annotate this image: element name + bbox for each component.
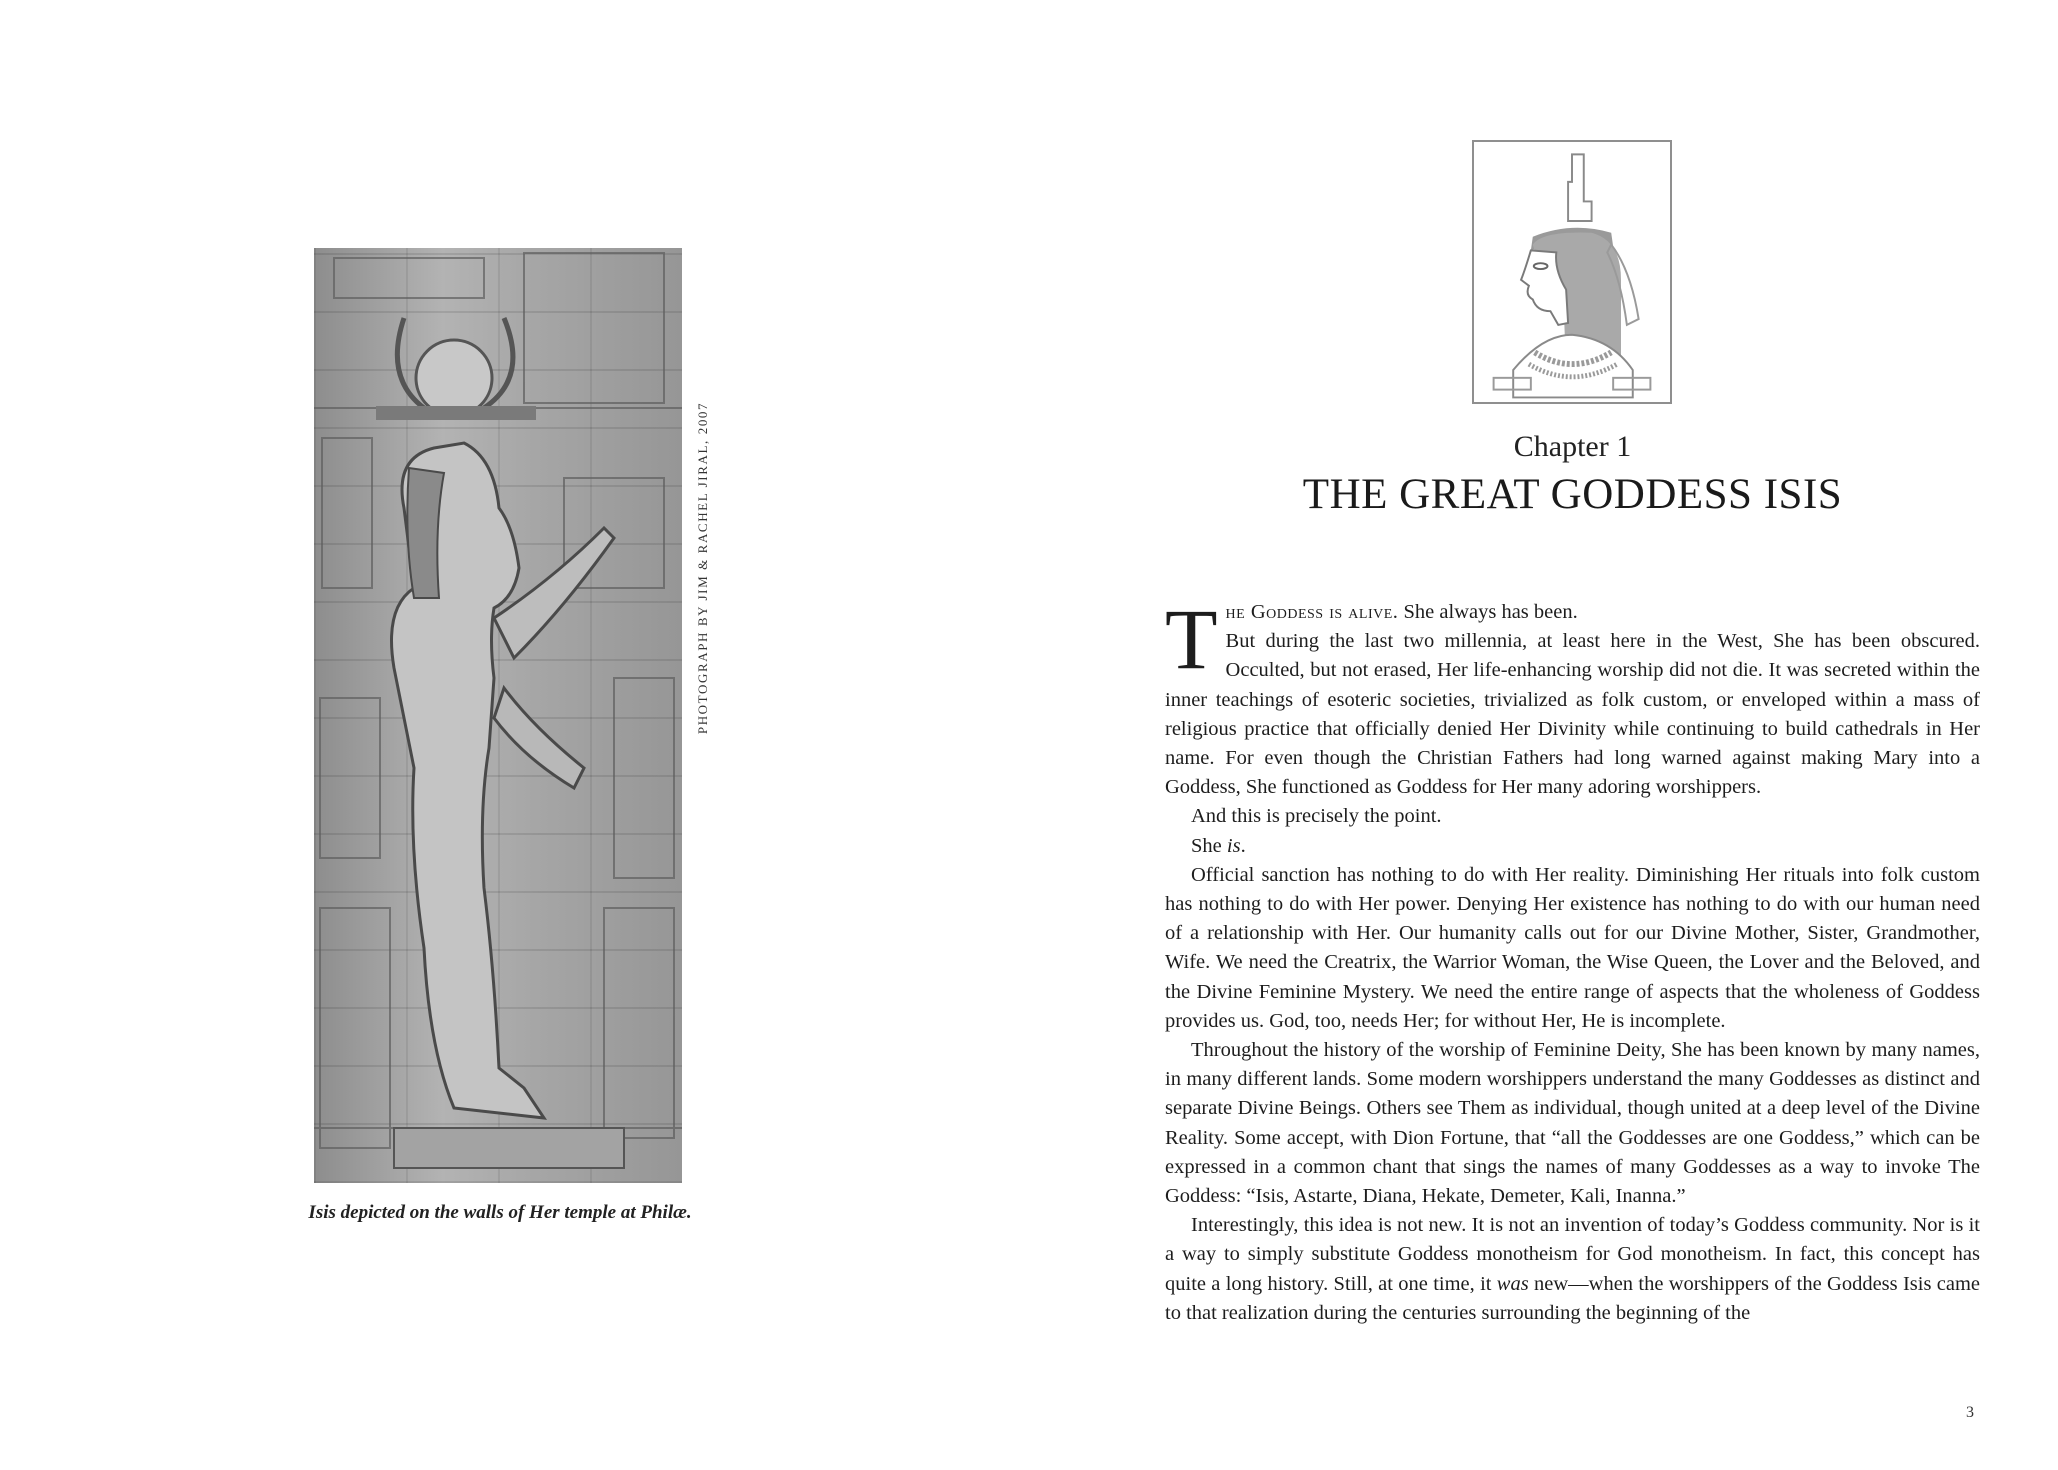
chapter-body (1165, 591, 1980, 1328)
isis-relief-illustration (314, 248, 682, 1183)
isis-head-icon (1472, 140, 1672, 404)
paragraph-point: And this is precisely the point. (1191, 805, 1442, 828)
interesting-part-b: new—when the worshippers of the Goddess Isis came to that realization during the centuries surrounding the beginning of the (1165, 1272, 1980, 1324)
paragraph-obscured-text: But during the last two millennia, at least here in the West, She has been obscured. Occulted, but not erased, Her life-enhancing worship did not die. It was secreted within the inner teachings of esoteric societies, trivialized as folk custom, or enveloped within a mass of religious practice that officially denied Her Divinity while continuing to build cathedrals in Her name. For even though the Christian Fathers had long warned against making Mary into a Goddess, She functioned as Goddess for Her many adoring worshippers. (1165, 630, 1980, 799)
paragraph-official-sanction: Official sanction has nothing to do with Her reality. Diminishing Her rituals into folk custom has nothing to do with Her power. Denying Her existence has nothing to do with our human need of a relationship with Her. Our humanity calls out for our Divine Mother, Sister, Grandmother, Wife. We need the Creatrix, the Warrior Woman, the Wise Queen, the Lover and the Beloved, and the Divine Feminine Mystery. We need the entire range of aspects that the wholeness of Goddess provides us. God, too, needs Her; for without Her, He is incomplete. (1165, 863, 1980, 1032)
photo-credit-text: PHOTOGRAPH BY JIM & RACHEL JIRAL, 2007 (695, 401, 710, 735)
photo-caption: Isis depicted on the walls of Her temple at Philæ. (308, 1202, 692, 1223)
opening-paragraph (1165, 591, 1980, 687)
she-suffix: . (1240, 834, 1246, 857)
she-italic: is (1226, 834, 1241, 857)
drop-cap: T (1165, 591, 1218, 687)
chapter-label: Chapter 1 (1513, 430, 1632, 463)
paragraph-throughout: Throughout the history of the worship of Feminine Deity, She has been known by many names, in many different lands. Some modern worshippers understand the many Goddesses as distinct and separate Divine Beings. Others see Them as individual, though united at a deep level of the Divine Reality. Some accept, with Dion Fortune, that “all the Goddesses are one Goddess,” which can be expressed in a common chant that sings the names of many Goddesses as a way to invoke The Goddess: “Isis, Astarte, Diana, Hekate, Demeter, Kali, Inanna.” (1165, 1039, 1980, 1208)
page-number: 3 (1966, 1404, 1974, 1421)
interesting-part-a: Interestingly, this idea is not new. It is not an invention of today’s Goddess community. Nor is it a way to simply substitute Goddess monotheism for God monotheism. In fact, this concept has quite a long history. Still, at one time, it (1165, 1214, 1980, 1295)
paragraph-obscured (1165, 627, 1980, 802)
interesting-italic: was (1496, 1272, 1529, 1295)
she-prefix: She (1191, 834, 1227, 857)
chapter-title: THE GREAT GODDESS ISIS (1302, 471, 1843, 518)
opening-smallcaps: he Goddess is alive. (1225, 601, 1399, 623)
paragraph-she-is (1165, 832, 1980, 861)
opening-rest: She always has been. (1398, 601, 1578, 623)
isis-portrait-illustration (1474, 142, 1670, 402)
isis-relief-photo (314, 248, 682, 1183)
paragraph-interestingly (1165, 1211, 1980, 1328)
